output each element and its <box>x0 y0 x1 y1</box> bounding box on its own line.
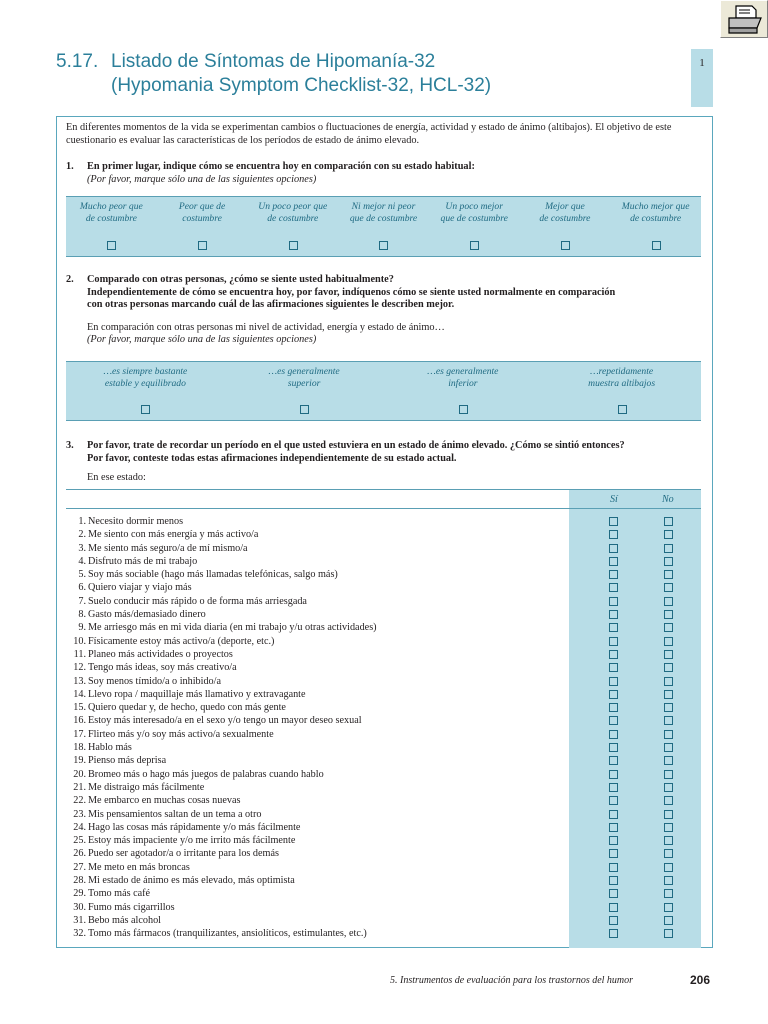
item-number: 13. <box>73 675 86 687</box>
item-text: Mis pensamientos saltan de un tema a otro <box>88 808 262 820</box>
q1-option-checkbox[interactable] <box>470 241 479 250</box>
q2-option-checkbox[interactable] <box>618 405 627 414</box>
question-2-line-3: con otras personas marcando cuál de las afirmaciones siguientes le describen mejor. <box>87 299 455 310</box>
no-checkbox[interactable] <box>664 677 673 686</box>
q1-option-line-1: Un poco peor que <box>258 201 328 212</box>
item-number: 28. <box>73 875 86 887</box>
no-checkbox[interactable] <box>664 849 673 858</box>
q2-option <box>384 362 543 420</box>
page-tab-number: 1 <box>699 57 705 69</box>
item-text: Hago las cosas más rápidamente y/o más fácilmente <box>88 821 301 833</box>
list-item <box>66 608 706 621</box>
question-3-prompt: En ese estado: <box>87 472 146 483</box>
si-checkbox[interactable] <box>609 583 618 592</box>
item-number: 2. <box>78 529 86 541</box>
item-number: 14. <box>73 688 86 700</box>
si-checkbox[interactable] <box>609 677 618 686</box>
question-2-instruction: (Por favor, marque sólo una de las siguientes opciones) <box>87 334 317 345</box>
item-number: 30. <box>73 901 86 913</box>
item-text: Disfruto más de mi trabajo <box>88 555 198 567</box>
footer-chapter: 5. Instrumentos de evaluación para los trastornos del humor <box>390 975 634 986</box>
si-checkbox[interactable] <box>609 570 618 579</box>
si-checkbox[interactable] <box>609 929 618 938</box>
item-text: Tengo más ideas, soy más creativo/a <box>88 662 237 674</box>
list-item <box>66 635 706 648</box>
item-number: 5. <box>78 569 86 581</box>
no-checkbox[interactable] <box>664 544 673 553</box>
intro-text: En diferentes momentos de la vida se experimentan cambios o fluctuaciones de energía, actividad y estado de ánimo (altibajos). El objetivo de este cuestionario es evaluar las características de los períodos de estado de ánimo elevado. <box>66 122 672 146</box>
q1-option-checkbox[interactable] <box>379 241 388 250</box>
list-item <box>66 688 706 701</box>
q1-option-checkbox[interactable] <box>289 241 298 250</box>
title-line-1: Listado de Síntomas de Hipomanía-32 <box>111 51 436 72</box>
item-text: Estoy más interesado/a en el sexo y/o tengo un mayor deseo sexual <box>88 715 362 727</box>
si-checkbox[interactable] <box>609 796 618 805</box>
q2-option-label <box>384 366 543 390</box>
no-checkbox[interactable] <box>664 929 673 938</box>
q1-option-label <box>338 201 429 225</box>
si-checkbox[interactable] <box>609 623 618 632</box>
si-checkbox[interactable] <box>609 703 618 712</box>
no-checkbox[interactable] <box>664 770 673 779</box>
question-3-line-2: Por favor, conteste todas estas afirmaciones independientemente de su estado actual. <box>87 452 457 464</box>
list-item <box>66 781 706 794</box>
si-checkbox[interactable] <box>609 517 618 526</box>
list-item <box>66 741 706 754</box>
no-checkbox[interactable] <box>664 876 673 885</box>
list-item <box>66 927 706 940</box>
item-number: 29. <box>73 888 86 900</box>
item-number: 32. <box>73 928 86 940</box>
no-checkbox[interactable] <box>664 756 673 765</box>
item-number: 11. <box>73 648 86 660</box>
item-text: Mi estado de ánimo es más elevado, más optimista <box>88 875 295 887</box>
item-number: 19. <box>73 755 86 767</box>
q2-option <box>225 362 384 420</box>
q1-option <box>66 197 157 256</box>
q1-option-checkbox[interactable] <box>652 241 661 250</box>
q1-option-line-2: que de costumbre <box>440 213 508 224</box>
item-text: Me meto en más broncas <box>88 861 190 873</box>
q2-option-label <box>225 366 384 390</box>
q1-option <box>610 197 701 256</box>
list-item <box>66 754 706 767</box>
q2-option-line-1: …es generalmente <box>427 366 499 377</box>
question-2-line-2: Independientemente de cómo se encuentra hoy, por favor, indíquenos cómo se siente usted normalmente en comparación <box>87 286 616 298</box>
si-checkbox[interactable] <box>609 903 618 912</box>
item-text: Físicamente estoy más activo/a (deporte, etc.) <box>88 635 275 647</box>
item-text: Soy menos tímido/a o inhibido/a <box>88 675 221 687</box>
item-number: 21. <box>73 781 86 793</box>
item-number: 27. <box>73 861 86 873</box>
question-1-number: 1. <box>66 161 74 172</box>
no-checkbox[interactable] <box>664 716 673 725</box>
no-checkbox[interactable] <box>664 796 673 805</box>
no-checkbox[interactable] <box>664 823 673 832</box>
col-no-label: No <box>662 494 674 505</box>
q1-option <box>429 197 520 256</box>
item-text: Me siento con más energía y más activo/a <box>88 529 259 541</box>
si-checkbox[interactable] <box>609 783 618 792</box>
si-checkbox[interactable] <box>609 836 618 845</box>
q1-option-label <box>247 201 338 225</box>
item-number: 4. <box>78 555 86 567</box>
q1-option-line-2: de costumbre <box>630 213 682 224</box>
si-checkbox[interactable] <box>609 557 618 566</box>
list-item <box>66 887 706 900</box>
item-number: 25. <box>73 835 86 847</box>
item-text: Bromeo más o hago más juegos de palabras cuando hablo <box>88 768 324 780</box>
item-number: 24. <box>73 821 86 833</box>
question-1-options <box>66 196 701 257</box>
list-item <box>66 794 706 807</box>
item-number: 10. <box>73 635 86 647</box>
list-item <box>66 914 706 927</box>
no-checkbox[interactable] <box>664 597 673 606</box>
no-checkbox[interactable] <box>664 623 673 632</box>
list-item <box>66 768 706 781</box>
si-checkbox[interactable] <box>609 743 618 752</box>
q2-option-checkbox[interactable] <box>141 405 150 414</box>
q1-option <box>520 197 611 256</box>
item-number: 31. <box>73 914 86 926</box>
no-checkbox[interactable] <box>664 557 673 566</box>
list-item <box>66 621 706 634</box>
q1-option-label <box>66 201 157 225</box>
q1-option-line-1: Mucho peor que <box>79 201 143 212</box>
q2-option-line-1: …es generalmente <box>268 366 340 377</box>
q2-option-line-2: inferior <box>448 378 478 389</box>
q1-option <box>247 197 338 256</box>
no-checkbox[interactable] <box>664 583 673 592</box>
item-text: Puedo ser agotador/a o irritante para los demás <box>88 848 279 860</box>
item-text: Tomo más fármacos (tranquilizantes, ansiolíticos, estimulantes, etc.) <box>88 928 367 940</box>
item-number: 9. <box>78 622 86 634</box>
no-checkbox[interactable] <box>664 570 673 579</box>
q1-option-line-2: de costumbre <box>539 213 591 224</box>
list-item <box>66 661 706 674</box>
no-checkbox[interactable] <box>664 889 673 898</box>
page-title <box>56 50 491 98</box>
no-checkbox[interactable] <box>664 916 673 925</box>
si-checkbox[interactable] <box>609 823 618 832</box>
item-number: 7. <box>78 595 86 607</box>
item-number: 15. <box>73 702 86 714</box>
q1-option-line-2: de costumbre <box>267 213 319 224</box>
q1-option <box>157 197 248 256</box>
question-2-line-1: Comparado con otras personas, ¿cómo se siente usted habitualmente? <box>87 274 394 285</box>
item-text: Tomo más café <box>88 888 151 900</box>
item-number: 17. <box>73 728 86 740</box>
item-number: 12. <box>73 662 86 674</box>
item-text: Suelo conducir más rápido o de forma más arriesgada <box>88 595 307 607</box>
q1-option-line-1: Un poco mejor <box>445 201 503 212</box>
si-checkbox[interactable] <box>609 849 618 858</box>
q2-option-line-2: muestra altibajos <box>588 378 656 389</box>
item-text: Planeo más actividades o proyectos <box>88 648 233 660</box>
question-1-instruction: (Por favor, marque sólo una de las siguientes opciones) <box>87 173 317 185</box>
no-checkbox[interactable] <box>664 836 673 845</box>
question-1-text: En primer lugar, indique cómo se encuentra hoy en comparación con su estado habitual: <box>87 161 475 172</box>
printer-icon <box>726 4 764 36</box>
si-checkbox[interactable] <box>609 810 618 819</box>
col-si-label: Sí <box>610 494 618 505</box>
question-3 <box>66 440 706 485</box>
item-text: Estoy más impaciente y/o me irrito más fácilmente <box>88 835 296 847</box>
q1-option-checkbox[interactable] <box>198 241 207 250</box>
item-text: Hablo más <box>88 742 132 754</box>
print-button[interactable] <box>720 0 768 38</box>
q1-option-label <box>429 201 520 225</box>
list-item <box>66 847 706 860</box>
item-text: Me siento más seguro/a de mí mismo/a <box>88 542 248 554</box>
q1-option-line-1: Mucho mejor que <box>621 201 690 212</box>
si-checkbox[interactable] <box>609 530 618 539</box>
q1-option-checkbox[interactable] <box>561 241 570 250</box>
q1-option-line-1: Peor que de <box>178 201 226 212</box>
q1-option-line-2: que de costumbre <box>349 213 418 224</box>
item-number: 18. <box>73 742 86 754</box>
section-number: 5.17. <box>56 51 99 72</box>
si-checkbox[interactable] <box>609 730 618 739</box>
item-number: 8. <box>78 609 86 621</box>
item-text: Me distraigo más fácilmente <box>88 781 205 793</box>
q2-option-label <box>542 366 701 390</box>
item-text: Bebo más alcohol <box>88 914 161 926</box>
question-2-options <box>66 361 701 421</box>
question-2-prompt: En comparación con otras personas mi nivel de actividad, energía y estado de ánimo… <box>87 321 445 333</box>
no-checkbox[interactable] <box>664 690 673 699</box>
q2-option-checkbox[interactable] <box>459 405 468 414</box>
si-checkbox[interactable] <box>609 610 618 619</box>
list-item <box>66 861 706 874</box>
list-item <box>66 701 706 714</box>
q1-option-label <box>610 201 701 225</box>
item-number: 23. <box>73 808 86 820</box>
no-checkbox[interactable] <box>664 783 673 792</box>
item-text: Necesito dormir menos <box>88 516 184 527</box>
list-item <box>66 568 706 581</box>
question-2 <box>66 274 706 347</box>
list-item <box>66 675 706 688</box>
item-text: Soy más sociable (hago más llamadas telefónicas, salgo más) <box>88 569 338 581</box>
item-number: 22. <box>73 795 86 807</box>
list-item <box>66 821 706 834</box>
item-number: 6. <box>78 582 86 594</box>
list-item <box>66 874 706 887</box>
item-text: Llevo ropa / maquillaje más llamativo y extravagante <box>88 688 306 700</box>
footer-page-number: 206 <box>690 973 711 987</box>
no-checkbox[interactable] <box>664 703 673 712</box>
question-3-line-1: Por favor, trate de recordar un período en el que usted estuviera en un estado de ánimo elevado. ¿Cómo se sintió entonces? <box>87 440 625 451</box>
symptom-list <box>66 515 706 941</box>
si-checkbox[interactable] <box>609 663 618 672</box>
no-checkbox[interactable] <box>664 650 673 659</box>
q2-option-checkbox[interactable] <box>300 405 309 414</box>
no-checkbox[interactable] <box>664 730 673 739</box>
list-item <box>66 528 706 541</box>
si-checkbox[interactable] <box>609 637 618 646</box>
q1-option-line-2: de costumbre <box>85 213 137 224</box>
no-checkbox[interactable] <box>664 863 673 872</box>
title-line-2: (Hypomania Symptom Checklist-32, HCL-32) <box>111 75 492 96</box>
si-checkbox[interactable] <box>609 770 618 779</box>
question-2-number: 2. <box>66 274 74 285</box>
q1-option-label <box>520 201 611 225</box>
no-checkbox[interactable] <box>664 530 673 539</box>
si-checkbox[interactable] <box>609 889 618 898</box>
si-checkbox[interactable] <box>609 716 618 725</box>
item-number: 26. <box>73 848 86 860</box>
si-checkbox[interactable] <box>609 876 618 885</box>
q1-option-label <box>157 201 248 225</box>
list-item <box>66 728 706 741</box>
list-item <box>66 808 706 821</box>
q1-option-line-1: Mejor que <box>545 201 585 212</box>
question-3-number: 3. <box>66 440 74 451</box>
item-text: Flirteo más y/o soy más activo/a sexualmente <box>88 728 274 740</box>
no-checkbox[interactable] <box>664 663 673 672</box>
q1-option-checkbox[interactable] <box>107 241 116 250</box>
item-number: 16. <box>73 715 86 727</box>
q2-option-line-1: …es siempre bastante <box>103 366 188 377</box>
item-text: Me arriesgo más en mi vida diaria (en mi trabajo y/u otras actividades) <box>88 622 377 634</box>
si-checkbox[interactable] <box>609 863 618 872</box>
item-text: Gasto más/demasiado dinero <box>88 609 206 621</box>
q2-option-line-2: superior <box>287 378 321 389</box>
list-item <box>66 581 706 594</box>
q1-option-line-1: Ni mejor ni peor <box>351 201 416 212</box>
no-checkbox[interactable] <box>664 743 673 752</box>
si-checkbox[interactable] <box>609 544 618 553</box>
item-number: 20. <box>73 768 86 780</box>
list-item <box>66 595 706 608</box>
list-item <box>66 901 706 914</box>
si-checkbox[interactable] <box>609 690 618 699</box>
q2-option-line-2: estable y equilibrado <box>104 378 186 389</box>
list-item <box>66 714 706 727</box>
si-checkbox[interactable] <box>609 756 618 765</box>
no-checkbox[interactable] <box>664 610 673 619</box>
si-checkbox[interactable] <box>609 650 618 659</box>
q2-option-line-1: …repetidamente <box>590 366 654 377</box>
item-text: Fumo más cigarrillos <box>88 901 175 913</box>
q1-option <box>338 197 429 256</box>
page-tab <box>691 49 713 107</box>
yes-no-header <box>66 489 701 509</box>
no-checkbox[interactable] <box>664 903 673 912</box>
item-text: Pienso más deprisa <box>88 755 167 767</box>
no-checkbox[interactable] <box>664 637 673 646</box>
item-number: 3. <box>78 542 86 554</box>
q2-option <box>66 362 225 420</box>
question-1 <box>66 161 706 186</box>
q2-option-label <box>66 366 225 390</box>
q2-option <box>542 362 701 420</box>
list-item <box>66 542 706 555</box>
no-checkbox[interactable] <box>664 517 673 526</box>
item-number: 1. <box>78 516 86 527</box>
item-text: Quiero quedar y, de hecho, quedo con más gente <box>88 702 286 714</box>
list-item <box>66 515 706 528</box>
list-item <box>66 648 706 661</box>
no-checkbox[interactable] <box>664 810 673 819</box>
list-item <box>66 834 706 847</box>
si-checkbox[interactable] <box>609 916 618 925</box>
item-text: Me embarco en muchas cosas nuevas <box>88 795 241 807</box>
list-item <box>66 555 706 568</box>
item-text: Quiero viajar y viajo más <box>88 582 192 594</box>
si-checkbox[interactable] <box>609 597 618 606</box>
q1-option-line-2: costumbre <box>182 213 222 224</box>
